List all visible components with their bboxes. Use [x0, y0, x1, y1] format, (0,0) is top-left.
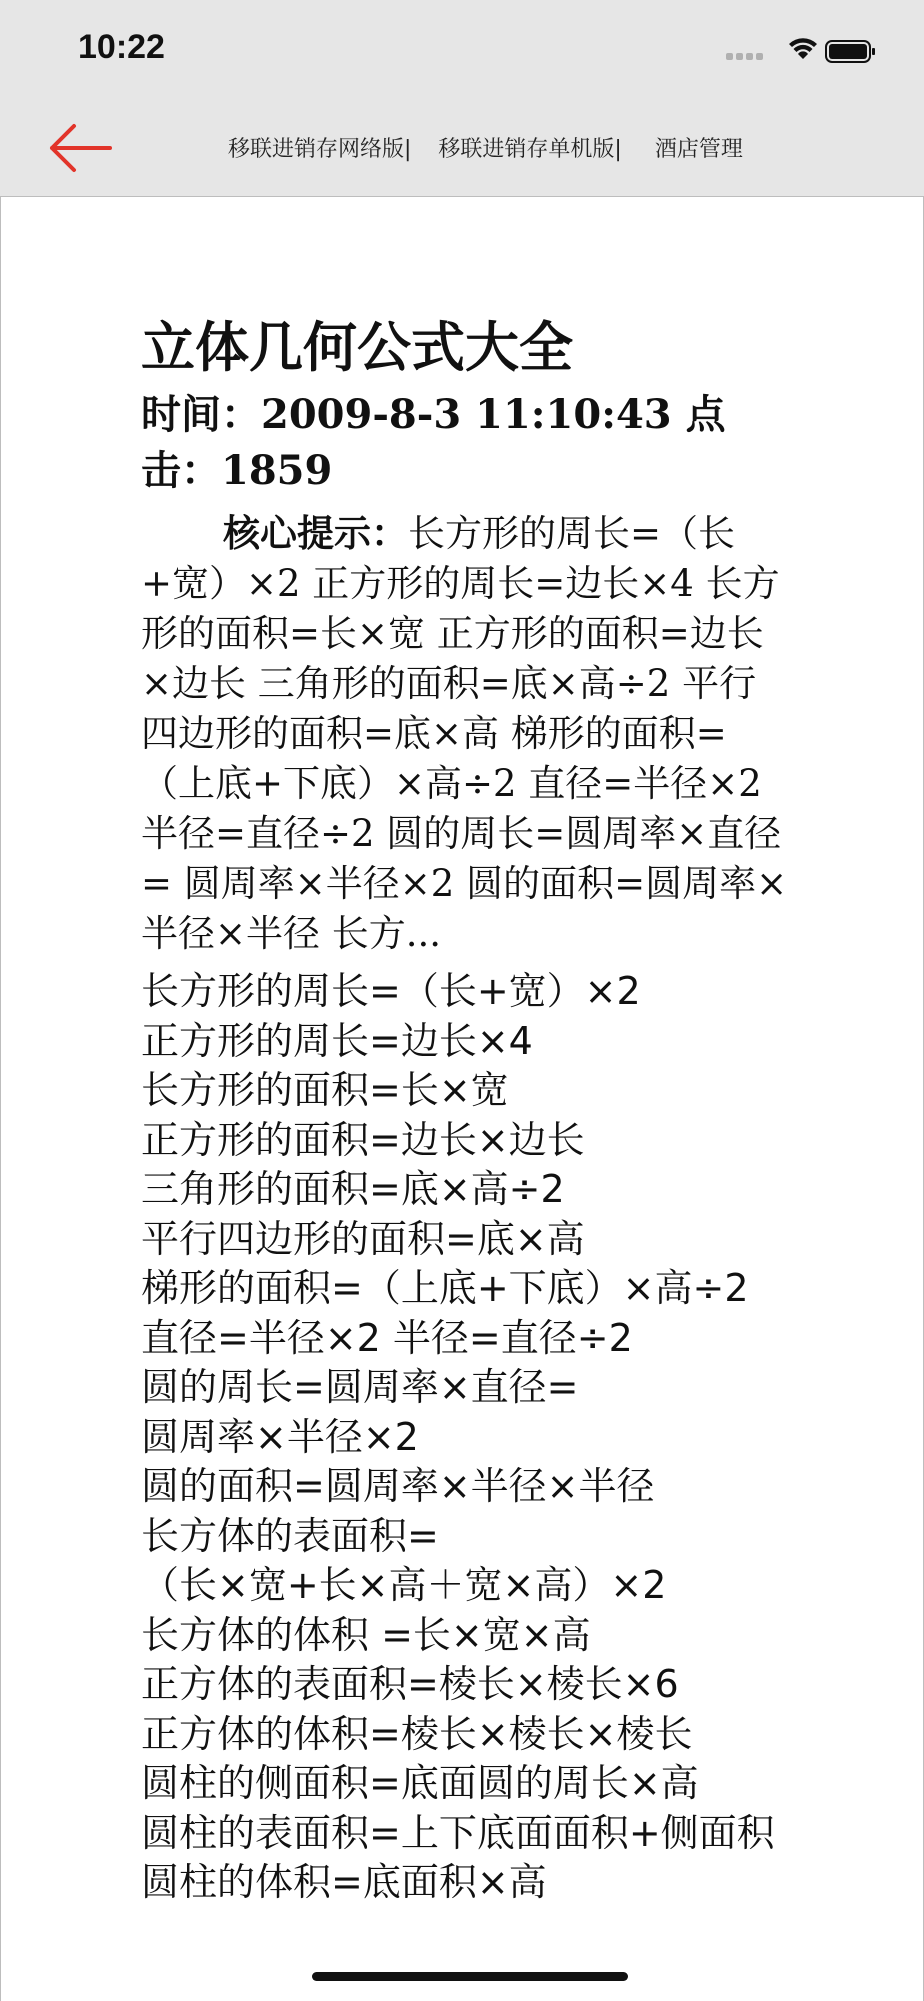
formula-line: （长×宽+长×高＋宽×高）×2	[141, 1563, 667, 1607]
nav-link-standalone-edition[interactable]: 移联进销存单机版|	[438, 137, 622, 162]
formula-line: 长方体的表面积=	[141, 1513, 439, 1558]
formula-line: 正方形的周长=边长×4	[141, 1018, 533, 1063]
formula-line: 梯形的面积=（上底+下底）×高÷2	[141, 1266, 749, 1310]
signal-icon	[726, 53, 763, 60]
formula-line: 三角形的面积=底×高÷2	[141, 1167, 565, 1211]
nav-link-network-edition[interactable]: 移联进销存网络版|	[228, 137, 412, 162]
home-indicator[interactable]	[312, 1972, 628, 1981]
summary-label: 核心提示：	[223, 512, 408, 555]
article-meta: 时间：2009-8-3 11:10:43 点击：1859	[141, 391, 726, 494]
formula-line: 圆柱的侧面积=底面圆的周长×高	[141, 1761, 699, 1805]
nav-links	[228, 132, 743, 163]
formula-line: 圆的面积=圆周率×半径×半径	[141, 1464, 655, 1508]
status-icons	[726, 36, 876, 66]
summary-text: 长方形的周长=（长+宽）×2 正方形的周长=边长×4 长方形的面积=长×宽 正方形的面积=边长×边长 三角形的面积=底×高÷2 平行四边形的面积=底×高 梯形的面积=（上底+下底）×高÷2 直径=半径×2 半径=直径÷2 圆的周长=圆周率×直径= 圆周率×半径×2 圆的面积=圆周率×半径×半径 长方...	[141, 512, 788, 955]
formula-line: 圆的周长=圆周率×直径=	[141, 1365, 579, 1409]
battery-icon	[826, 41, 875, 62]
formula-line: 圆柱的体积=底面积×高	[141, 1860, 547, 1904]
formula-line: 正方体的体积=棱长×棱长×棱长	[141, 1711, 693, 1756]
article-summary	[141, 509, 791, 959]
arrow-left-icon[interactable]	[46, 120, 114, 176]
article-title: 立体几何公式大全	[141, 316, 573, 379]
wifi-icon	[789, 38, 817, 59]
article	[141, 315, 791, 1908]
nav-link-hotel-management[interactable]: 酒店管理	[654, 137, 743, 162]
status-bar	[0, 0, 924, 100]
formula-line: 直径=半径×2 半径=直径÷2	[141, 1315, 633, 1360]
status-time: 10:22	[78, 28, 165, 66]
formula-line: 长方体的体积 =长×宽×高	[141, 1612, 591, 1657]
formula-line: 平行四边形的面积=底×高	[141, 1216, 585, 1261]
formula-line: 正方形的面积=边长×边长	[141, 1117, 585, 1162]
formula-line: 圆周率×半径×2	[141, 1414, 419, 1459]
formula-line: 长方形的面积=长×宽	[141, 1068, 509, 1112]
nav-bar	[0, 100, 924, 196]
web-content[interactable]	[0, 196, 924, 2001]
formula-line: 圆柱的表面积=上下底面面积+侧面积	[141, 1810, 775, 1855]
formula-line: 正方体的表面积=棱长×棱长×6	[141, 1662, 679, 1706]
formula-list	[141, 967, 791, 1908]
formula-line: 长方形的周长=（长+宽）×2	[141, 969, 641, 1013]
